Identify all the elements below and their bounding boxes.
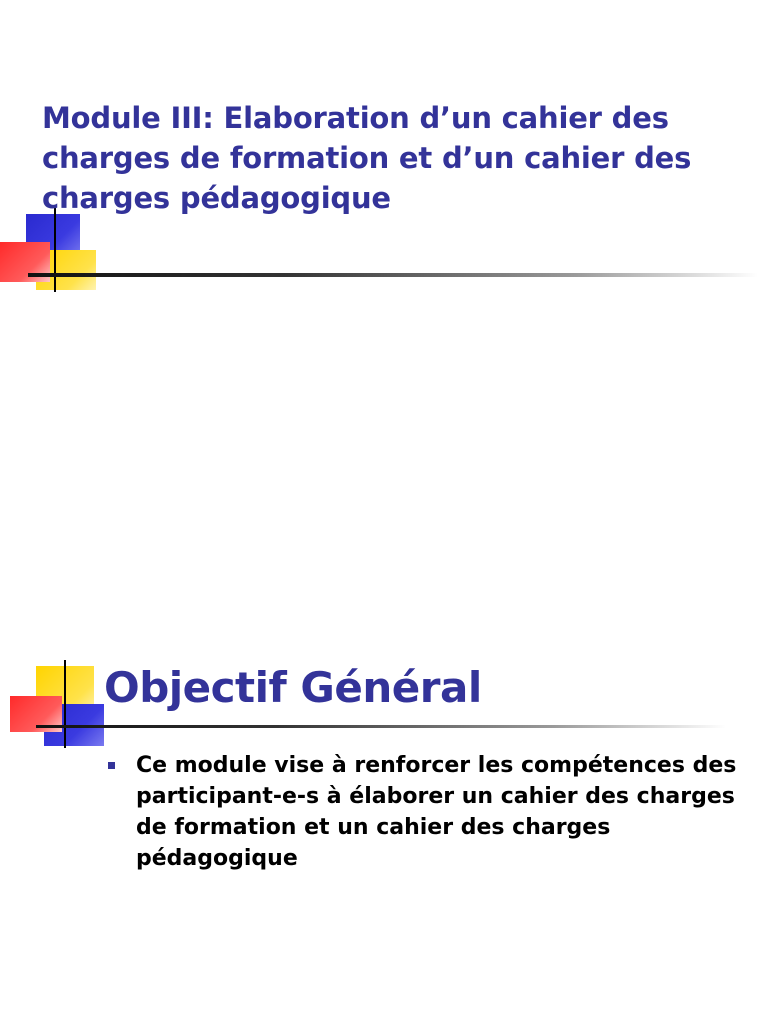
- bullet-list: [104, 750, 744, 874]
- vertical-line: [64, 660, 66, 748]
- slide-2: [0, 512, 768, 1024]
- slide-title: Module III: Elaboration d’un cahier des charges de formation et d’un cahier des charges pédagogique: [42, 101, 692, 215]
- decorative-squares-icon: [0, 658, 110, 754]
- square-bullet-icon: [108, 762, 115, 769]
- vertical-line: [54, 208, 56, 292]
- title-underline: [28, 273, 758, 277]
- bullet-text: Ce module vise à renforcer les compétences des participant-e-s à élaborer un cahier des charges de formation et un cahier des charges pédagogique: [136, 753, 737, 871]
- slide-title: Objectif Général: [104, 663, 482, 712]
- decorative-squares-icon: [0, 208, 100, 298]
- title-underline: [36, 725, 726, 728]
- bullet-item: [104, 750, 744, 874]
